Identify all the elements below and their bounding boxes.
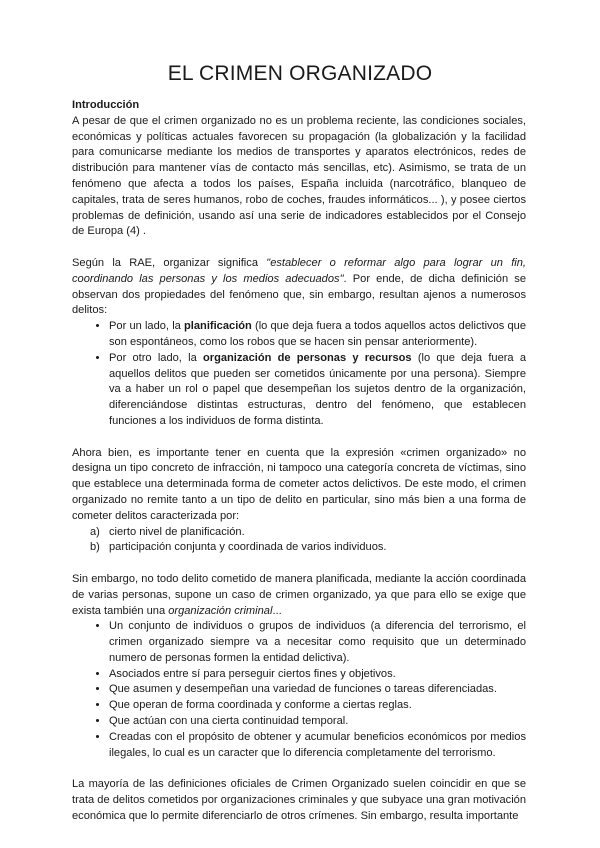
list-item-bold: organización de personas y recursos (202, 351, 412, 364)
paragraph-gap (72, 761, 526, 777)
list-item-text: (lo que deja fuera a aquellos delitos que pueden ser cometidos únicamente por una persona). Siempre va a haber un rol o papel que desempeñan los sujetos dentro de la organización, diferenciándose distintas estructuras, dentro del fenómeno, que establecen funciones a los individuos de forma distinta. (109, 351, 526, 427)
paragraph-gap (72, 556, 526, 572)
list-item-text: participación conjunta y coordinada de varios individuos. (109, 541, 387, 554)
list-item-text: (lo que deja fuera a todos aquellos actos delictivos que son espontáneos, como los robos que se hacen sin pensar anteriormente). (109, 320, 526, 348)
list-item: • Que actúan con una cierta continuidad temporal. (109, 714, 526, 730)
closing-paragraph: La mayoría de las definiciones oficiales de Crimen Organizado suelen coincidir en que se trata de delitos cometidos por organizaciones criminales y que subyace una gran motivación económica que lo permite diferenciarlo de otros crímenes. Sin embargo, resulta importante (72, 778, 526, 822)
rae-text-after: . Por ende, de dicha definición se observan dos propiedades del fenómeno que, sin embargo, resultan ajenos a numerosos delitos: (72, 272, 526, 317)
rae-quote: "establecer o reformar algo para lograr un fin, coordinando las personas y los medios adecuados" (72, 256, 526, 285)
list-item: • Creadas con el propósito de obtener y acumular beneficios económicos por medios ilegales, lo cual es un caracter que lo diferencia completamente del terrorismo. (109, 730, 526, 762)
document-title: EL CRIMEN ORGANIZADO (167, 62, 433, 85)
however-paragraph (72, 572, 526, 619)
list-item: • Asociados entre sí para perseguir ciertos fines y objetivos. (109, 667, 526, 683)
list-item (109, 351, 526, 430)
paragraph-gap (72, 430, 526, 446)
list-item: • Que operan de forma coordinada y conforme a ciertas reglas. (109, 698, 526, 714)
rae-text-before: Según la RAE, organizar significa (72, 256, 267, 269)
list-marker: b) (90, 541, 100, 554)
however-text: Sin embargo, no todo delito cometido de manera planificada, mediante la acción coordinada de varias personas, supone un caso de crimen organizado, ya que para ello se exige que exista también una (72, 572, 526, 617)
list-item-text: Por un lado, la (109, 320, 185, 333)
document-body (72, 98, 526, 825)
list-item (109, 319, 526, 351)
list-item (90, 525, 526, 541)
however-text-after: ... (272, 604, 282, 617)
list-item: • Un conjunto de individuos o grupos de individuos (a diferencia del terrorismo, el crimen organizado siempre va a necesitar como requisito que un determinado numero de personas formen la entidad delictiva). (109, 619, 526, 666)
list-marker: a) (90, 525, 100, 538)
list-item-bold: planificación (184, 320, 252, 333)
paragraph-gap (72, 240, 526, 256)
organization-traits-list (72, 619, 526, 761)
list-item-text: cierto nivel de planificación. (109, 525, 245, 538)
properties-list (72, 319, 526, 430)
expression-paragraph: Ahora bien, es importante tener en cuenta que la expresión «crimen organizado» no designa un tipo concreto de infracción, ni tampoco una categoría concreta de víctimas, sino que establece una determinada forma de cometer actos delictivos. De este modo, el crimen organizado no remite tanto a un tipo de delito en particular, sino más bien a una forma de cometer delitos caracterizada por: (72, 446, 526, 522)
intro-paragraph: A pesar de que el crimen organizado no es un problema reciente, las condiciones sociales, económicas y políticas actuales favorecen su propagación (la globalización y la facilidad para comunicarse mediante los medios de transportes y aparatos electrónicos, redes de distribución para mantener vías de contacto más sencillas, etc). Asimismo, se trata de un fenómeno que afecta a todos los países, España incluida (narcotráfico, blanqueo de capitales, trata de seres humanos, robo de coches, fraudes informáticos... ), y posee ciertos problemas de definición, usando así una serie de indicadores establecidos por el Consejo de Europa (4) . (72, 114, 526, 238)
list-item-text: Por otro lado, la (109, 351, 203, 364)
characteristics-list (72, 525, 526, 557)
list-item (90, 540, 526, 556)
however-italic: organización criminal (168, 604, 273, 617)
list-item: • Que asumen y desempeñan una variedad de funciones o tareas diferenciadas. (109, 682, 526, 698)
section-heading-introduccion: Introducción (72, 99, 140, 111)
rae-paragraph (72, 256, 526, 319)
